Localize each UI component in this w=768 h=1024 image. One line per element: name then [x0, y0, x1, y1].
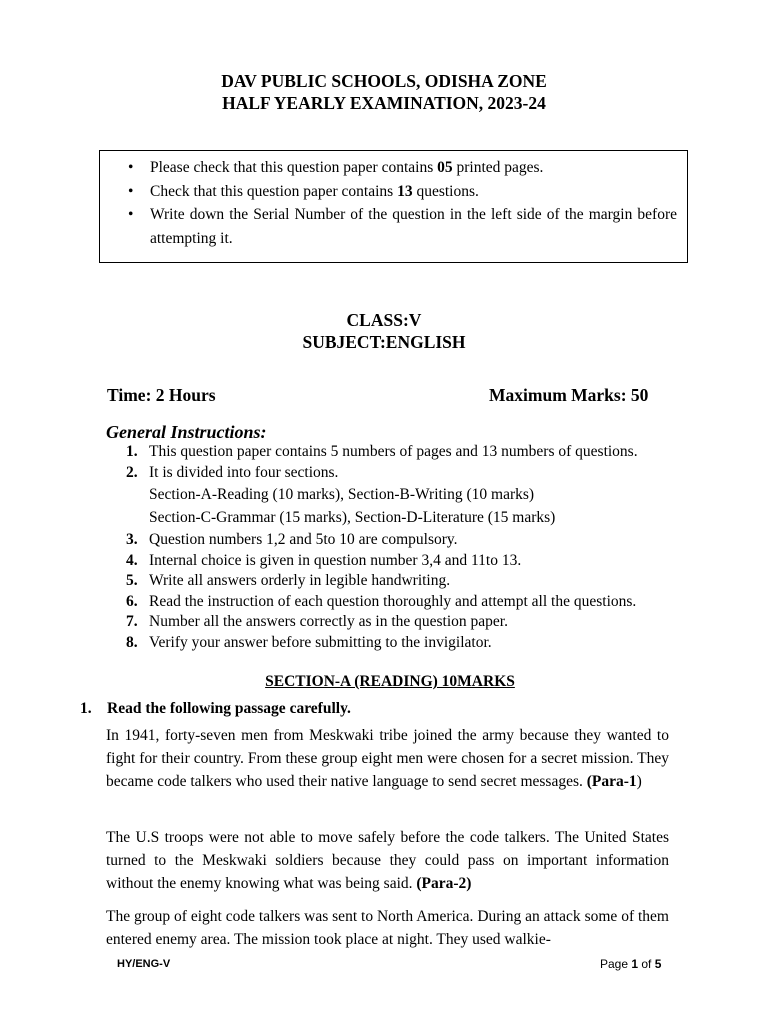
passage-para-1: [106, 724, 669, 793]
note-item: [100, 156, 687, 180]
instruction-number: 4.: [126, 551, 138, 569]
page-count: 05: [437, 159, 453, 176]
footer-paper-code: HY/ENG-V: [117, 958, 171, 970]
para-2-text: The U.S troops were not able to move safely before the code talkers. The United States turned to the Meskwaki soldiers because they could pass on important information without the enemy knowing what was being said.: [106, 829, 669, 892]
current-page: 1: [631, 957, 639, 971]
instruction-item: [126, 633, 686, 654]
instruction-item: [126, 551, 686, 572]
instruction-item: [126, 592, 686, 613]
section-a-title: SECTION-A (READING) 10MARKS: [265, 673, 515, 690]
para-1-close: ): [636, 773, 642, 790]
instruction-text: Question numbers 1,2 and 5to 10 are compulsory.: [149, 531, 458, 548]
passage-para-3: [106, 905, 669, 951]
instruction-number: 5.: [126, 572, 138, 589]
exam-title: HALF YEARLY EXAMINATION, 2023-24: [222, 93, 546, 113]
para-1-tag: (Para-1: [586, 773, 637, 790]
instruction-number: 7.: [126, 613, 138, 630]
note-text: Write down the Serial Number of the question in the left side of the margin before attempting it.: [150, 206, 677, 247]
note-text: questions.: [412, 182, 479, 200]
instruction-text: It is divided into four sections.: [149, 463, 339, 481]
instruction-item: [126, 463, 686, 484]
general-instructions-title: General Instructions:: [106, 422, 267, 442]
instruction-text: Internal choice is given in question number 3,4 and 11to 13.: [149, 551, 522, 569]
question-1: [80, 700, 351, 718]
instruction-number: 3.: [126, 531, 138, 548]
instruction-item: [126, 442, 686, 463]
instruction-text: Read the instruction of each question thoroughly and attempt all the questions.: [149, 592, 637, 610]
total-pages: 5: [654, 957, 662, 971]
question-count: 13: [397, 182, 413, 200]
instruction-subline: [126, 506, 686, 529]
max-marks-label: Maximum Marks: 50: [489, 385, 649, 405]
instruction-number: 1.: [126, 443, 138, 460]
page-of: of: [638, 957, 655, 971]
bullet-icon: •: [128, 206, 134, 223]
note-text: Please check that this question paper contains: [150, 159, 438, 176]
question-number: 1.: [80, 700, 92, 717]
instruction-number: 2.: [126, 463, 138, 481]
bullet-icon: •: [128, 159, 134, 176]
instruction-item: [126, 530, 686, 551]
section-marks-line-1: Section-A-Reading (10 marks), Section-B-Writing (10 marks): [149, 486, 535, 503]
time-label: Time: 2 Hours: [107, 385, 216, 405]
instruction-text: Verify your answer before submitting to the invigilator.: [149, 633, 492, 651]
class-label: CLASS:V: [346, 310, 422, 330]
note-text: Check that this question paper contains: [150, 182, 398, 200]
school-title: DAV PUBLIC SCHOOLS, ODISHA ZONE: [221, 71, 547, 91]
instruction-item: [126, 612, 686, 633]
general-instructions-list: [126, 442, 686, 653]
section-marks-line-2: Section-C-Grammar (15 marks), Section-D-Literature (15 marks): [149, 509, 556, 526]
note-item: [100, 203, 687, 250]
instruction-item: [126, 571, 686, 592]
note-item: [100, 180, 687, 204]
notes-list: [100, 156, 687, 250]
instruction-number: 6.: [126, 592, 138, 610]
bullet-icon: •: [128, 182, 134, 200]
note-text: printed pages.: [452, 159, 544, 176]
para-3-text: The group of eight code talkers was sent to North America. During an attack some of them entered enemy area. The mission took place at night. They used walkie-: [106, 908, 669, 948]
notes-box: [99, 150, 688, 263]
instruction-text: This question paper contains 5 numbers of pages and 13 numbers of questions.: [149, 443, 638, 460]
instruction-subline: [126, 483, 686, 506]
footer-page-number: [600, 957, 661, 971]
instruction-text: Write all answers orderly in legible handwriting.: [149, 572, 451, 589]
para-1-text: In 1941, forty-seven men from Meskwaki tribe joined the army because they wanted to fight for their country. From these group eight men were chosen for a secret mission. They became code talkers who used their native language to send secret messages.: [106, 727, 669, 790]
instruction-text: Number all the answers correctly as in the question paper.: [149, 613, 508, 630]
subject-label: SUBJECT:ENGLISH: [302, 332, 466, 352]
page-prefix: Page: [600, 957, 632, 971]
passage-para-2: [106, 826, 669, 895]
instruction-number: 8.: [126, 633, 138, 651]
question-text: Read the following passage carefully.: [107, 700, 351, 717]
para-2-tag: (Para-2): [416, 875, 472, 892]
